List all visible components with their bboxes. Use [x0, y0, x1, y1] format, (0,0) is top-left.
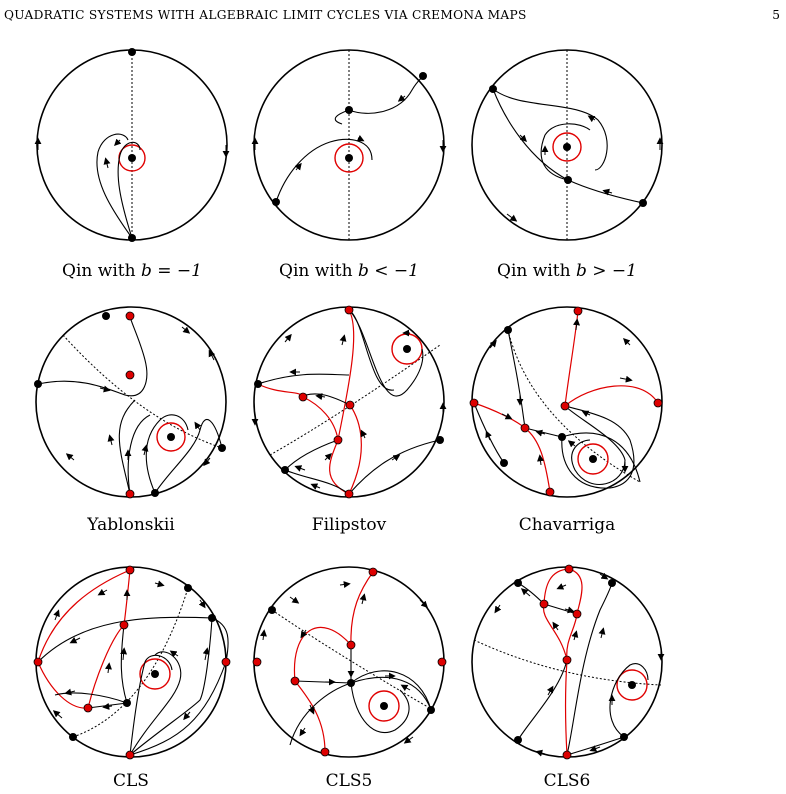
equilibrium-point [504, 326, 512, 334]
equilibrium-point [218, 444, 226, 452]
red-point [369, 568, 377, 576]
arrow [540, 457, 541, 465]
arrow [318, 396, 325, 397]
equilibrium-point [272, 198, 280, 206]
equilibrium-point [608, 579, 616, 587]
panel-qin-b-eq-minus-1 [37, 48, 227, 281]
separatrix [518, 583, 544, 604]
arrow [403, 686, 410, 690]
separatrix [518, 660, 567, 740]
red-curve [569, 569, 582, 614]
equilibrium-point [514, 579, 522, 587]
red-point [346, 401, 354, 409]
separatrix [290, 683, 351, 745]
caption-qin-b-lt-minus-1: Qin with b < −1 [279, 261, 419, 281]
arrow [196, 424, 200, 430]
arrow [502, 414, 510, 418]
panel-cls6 [472, 565, 662, 791]
arrow [620, 378, 630, 380]
red-curve [38, 662, 88, 708]
separatrix [155, 420, 222, 493]
equilibrium-point [500, 459, 508, 467]
separatrix [276, 139, 372, 202]
equilibrium-point [184, 584, 192, 592]
arrow [570, 442, 575, 446]
separatrix [146, 415, 188, 493]
dotted-line [508, 330, 640, 482]
separatrix [295, 681, 351, 683]
boundary-circle [36, 307, 226, 497]
separatrix [349, 310, 394, 390]
arrow [487, 433, 490, 440]
panel-chavarriga [470, 307, 662, 535]
dotted-line [73, 588, 188, 737]
arrow [290, 597, 297, 602]
arrow [325, 455, 330, 460]
panel-qin-b-gt-minus-1 [472, 50, 662, 281]
equilibrium-point [123, 699, 131, 707]
arrow [68, 455, 74, 460]
red-curve [303, 397, 338, 440]
red-point [321, 748, 329, 756]
red-point [563, 656, 571, 664]
red-point [126, 751, 134, 759]
arrow [554, 624, 558, 630]
red-point [565, 565, 573, 573]
caption-cls5: CLS5 [325, 771, 373, 791]
equilibrium-point [34, 380, 42, 388]
red-point [470, 399, 478, 407]
equilibrium-point [558, 433, 566, 441]
focus-point [151, 670, 159, 678]
red-point [563, 751, 571, 759]
red-point [521, 424, 529, 432]
arrow [601, 630, 603, 638]
arrow [116, 140, 120, 144]
arrow [108, 665, 109, 673]
equilibrium-point [69, 733, 77, 741]
red-curve [88, 625, 124, 708]
arrow [182, 327, 188, 332]
caption-yablonskii: Yablonskii [87, 515, 175, 535]
red-point [540, 600, 548, 608]
equilibrium-point [514, 736, 522, 744]
arrow [106, 160, 108, 168]
red-point [573, 610, 581, 618]
arrow [55, 712, 62, 718]
red-point [126, 490, 134, 498]
red-point [126, 566, 134, 574]
red-point [347, 641, 355, 649]
equilibrium-point [620, 733, 628, 741]
separatrix [474, 403, 504, 463]
arrow [362, 596, 364, 604]
arrow [263, 632, 264, 640]
arrow [340, 584, 348, 585]
separatrix [258, 374, 349, 384]
equilibrium-point [347, 679, 355, 687]
red-point [126, 371, 134, 379]
red-point [438, 658, 446, 666]
equilibrium-point [639, 199, 647, 207]
running-title: QUADRATIC SYSTEMS WITH ALGEBRAIC LIMIT CYCLES VIA CREMONA MAPS [4, 8, 527, 22]
red-curve [474, 403, 525, 428]
arrow [297, 467, 305, 470]
equilibrium-point [102, 312, 110, 320]
focus-point [589, 455, 597, 463]
arrow [144, 447, 146, 455]
red-point [120, 621, 128, 629]
red-point [345, 490, 353, 498]
boundary-circle [254, 567, 444, 757]
arrow [72, 638, 80, 642]
red-point [253, 658, 261, 666]
separatrix [544, 604, 577, 614]
red-point [345, 306, 353, 314]
red-curve [258, 384, 303, 397]
separatrix [306, 394, 350, 405]
separatrix [38, 316, 147, 396]
separatrix [130, 662, 226, 755]
arrow [285, 336, 290, 342]
arrow [205, 650, 207, 660]
focus-point [380, 702, 388, 710]
arrow [100, 590, 107, 594]
focus-point [345, 154, 353, 162]
arrow [342, 337, 344, 345]
arrow [313, 485, 320, 488]
red-point [299, 393, 307, 401]
page-number: 5 [772, 8, 780, 22]
red-point [222, 658, 230, 666]
equilibrium-point [436, 436, 444, 444]
equilibrium-point [151, 489, 159, 497]
separatrix [349, 310, 423, 396]
red-curve [567, 614, 577, 660]
separatrix [38, 617, 228, 662]
arrow [362, 432, 365, 438]
equilibrium-point [128, 234, 136, 242]
equilibrium-point [427, 706, 435, 714]
separatrix [562, 406, 634, 488]
equilibrium-point [345, 106, 353, 114]
arrow [625, 340, 630, 345]
caption-chavarriga: Chavarriga [518, 515, 616, 535]
separatrix [541, 124, 590, 180]
panel-filipstov [254, 306, 444, 535]
boundary-circle [36, 567, 226, 757]
arrow [574, 633, 576, 640]
red-curve [351, 572, 373, 645]
equilibrium-point [419, 72, 427, 80]
red-curve [349, 405, 361, 494]
arrow [358, 138, 362, 140]
red-curve [38, 570, 130, 662]
arrow [185, 712, 190, 718]
focus-point [167, 433, 175, 441]
caption-qin-b-eq-minus-1: Qin with b = −1 [62, 261, 202, 281]
red-curve [543, 604, 567, 660]
arrow [496, 605, 500, 611]
red-curve [330, 440, 349, 494]
panel-qin-b-lt-minus-1 [254, 50, 444, 281]
separatrix [351, 677, 431, 710]
arrow [55, 612, 58, 620]
equilibrium-point [254, 380, 262, 388]
focus-point [563, 143, 571, 151]
separatrix [508, 330, 525, 428]
arrow [605, 191, 612, 193]
caption-qin-b-gt-minus-1: Qin with b > −1 [497, 261, 637, 281]
arrow [301, 728, 305, 734]
separatrix [349, 76, 423, 113]
red-curve [544, 569, 569, 604]
red-point [126, 312, 134, 320]
caption-filipstov: Filipstov [311, 515, 387, 535]
panel-yablonskii [34, 307, 226, 535]
arrow [420, 600, 426, 606]
separatrix [285, 470, 349, 494]
equilibrium-point [489, 85, 497, 93]
red-point [546, 488, 554, 496]
equilibrium-point [268, 606, 276, 614]
caption-cls6: CLS6 [543, 771, 591, 791]
arrow [110, 437, 112, 445]
red-curve [565, 386, 658, 406]
red-point [334, 436, 342, 444]
arrow [559, 585, 566, 588]
red-point [654, 399, 662, 407]
red-curve [295, 681, 325, 752]
equilibrium-point [128, 48, 136, 56]
caption-cls: CLS [113, 771, 149, 791]
focus-point [403, 345, 411, 353]
separatrix [351, 683, 409, 733]
arrow [123, 650, 124, 660]
separatrix [119, 400, 135, 494]
red-point [574, 307, 582, 315]
separatrix [567, 583, 612, 755]
panel-cls [34, 566, 230, 791]
separatrix [130, 618, 212, 755]
red-point [291, 677, 299, 685]
equilibrium-point [564, 176, 572, 184]
arrow [155, 583, 162, 585]
panel-cls5 [253, 567, 446, 791]
equilibrium-point [208, 614, 216, 622]
red-point [34, 658, 42, 666]
focus-point [128, 154, 136, 162]
red-point [84, 704, 92, 712]
red-point [561, 402, 569, 410]
equilibrium-point [281, 466, 289, 474]
focus-point [628, 681, 636, 689]
separatrix [130, 652, 181, 755]
red-curve [566, 660, 568, 755]
red-curve [525, 428, 550, 492]
separatrix [121, 625, 127, 703]
